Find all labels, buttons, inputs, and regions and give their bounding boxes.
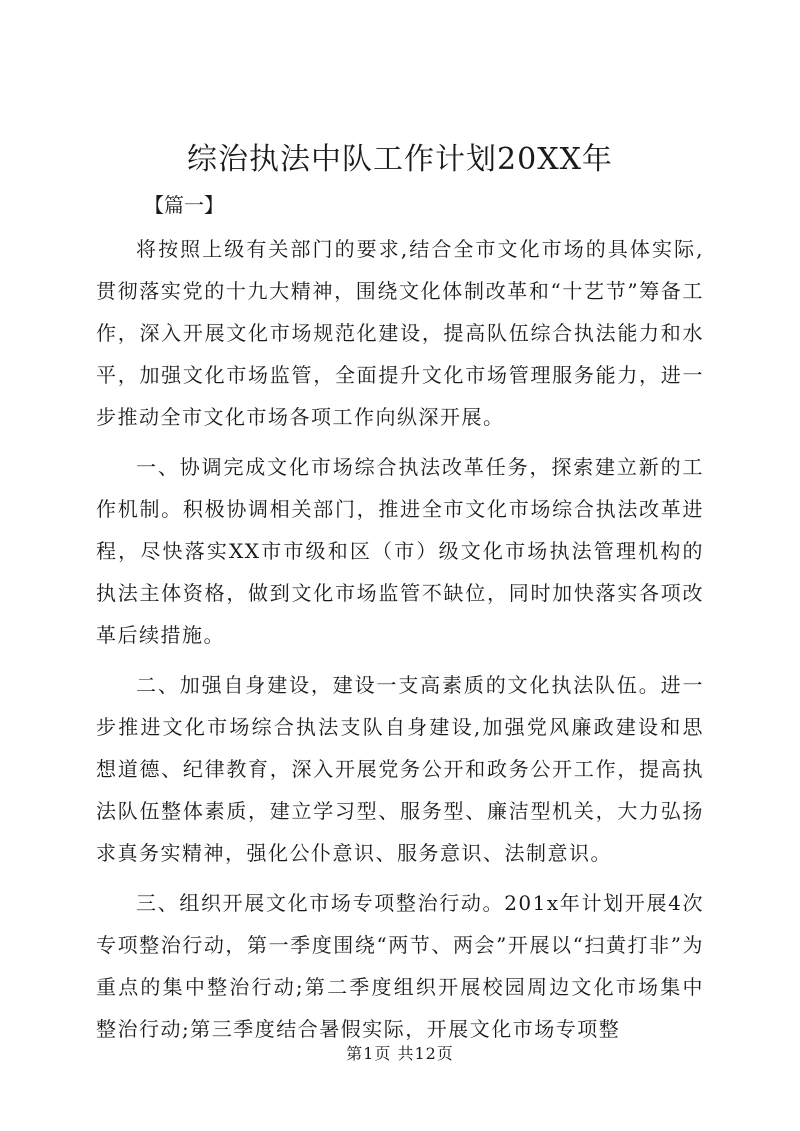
paragraph-intro: 将按照上级有关部门的要求,结合全市文化市场的具体实际,贯彻落实党的十九大精神，围绕文化体制改革和“十艺节”筹备工作，深入开展文化市场规范化建设，提高队伍综合执法能力和水平，加强文化市场监管，全面提升文化市场管理服务能力，进一步推动全市文化市场各项工作向纵深开展。 xyxy=(96,237,704,429)
paragraph-item-1: 一、协调完成文化市场综合执法改革任务，探索建立新的工作机制。积极协调相关部门，推进全市文化市场综合执法改革进程，尽快落实XX市市级和区（市）级文化市场执法管理机构的执法主体资格，做到文化市场监管不缺位，同时加快落实各项改革后续措施。 xyxy=(96,455,704,647)
paragraph-item-3: 三、组织开展文化市场专项整治行动。201x年计划开展4次专项整治行动，第一季度围绕“两节、两会”开展以“扫黄打非”为重点的集中整治行动;第二季度组织开展校园周边文化市场集中整治行动;第三季度结合暑假实际，开展文化市场专项整 xyxy=(96,891,704,1041)
section-label: 【篇一】 xyxy=(144,193,224,217)
page-footer: 第1页 共12页 xyxy=(346,1044,454,1063)
paragraph-item-2: 二、加强自身建设，建设一支高素质的文化执法队伍。进一步推进文化市场综合执法支队自身建设,加强党风廉政建设和思想道德、纪律教育，深入开展党务公开和政务公开工作，提高执法队伍整体素质，建立学习型、服务型、廉洁型机关，大力弘扬求真务实精神，强化公仆意识、服务意识、法制意识。 xyxy=(96,673,704,865)
document-body xyxy=(96,228,704,1058)
document-title: 综治执法中队工作计划20XX年 xyxy=(187,142,613,177)
